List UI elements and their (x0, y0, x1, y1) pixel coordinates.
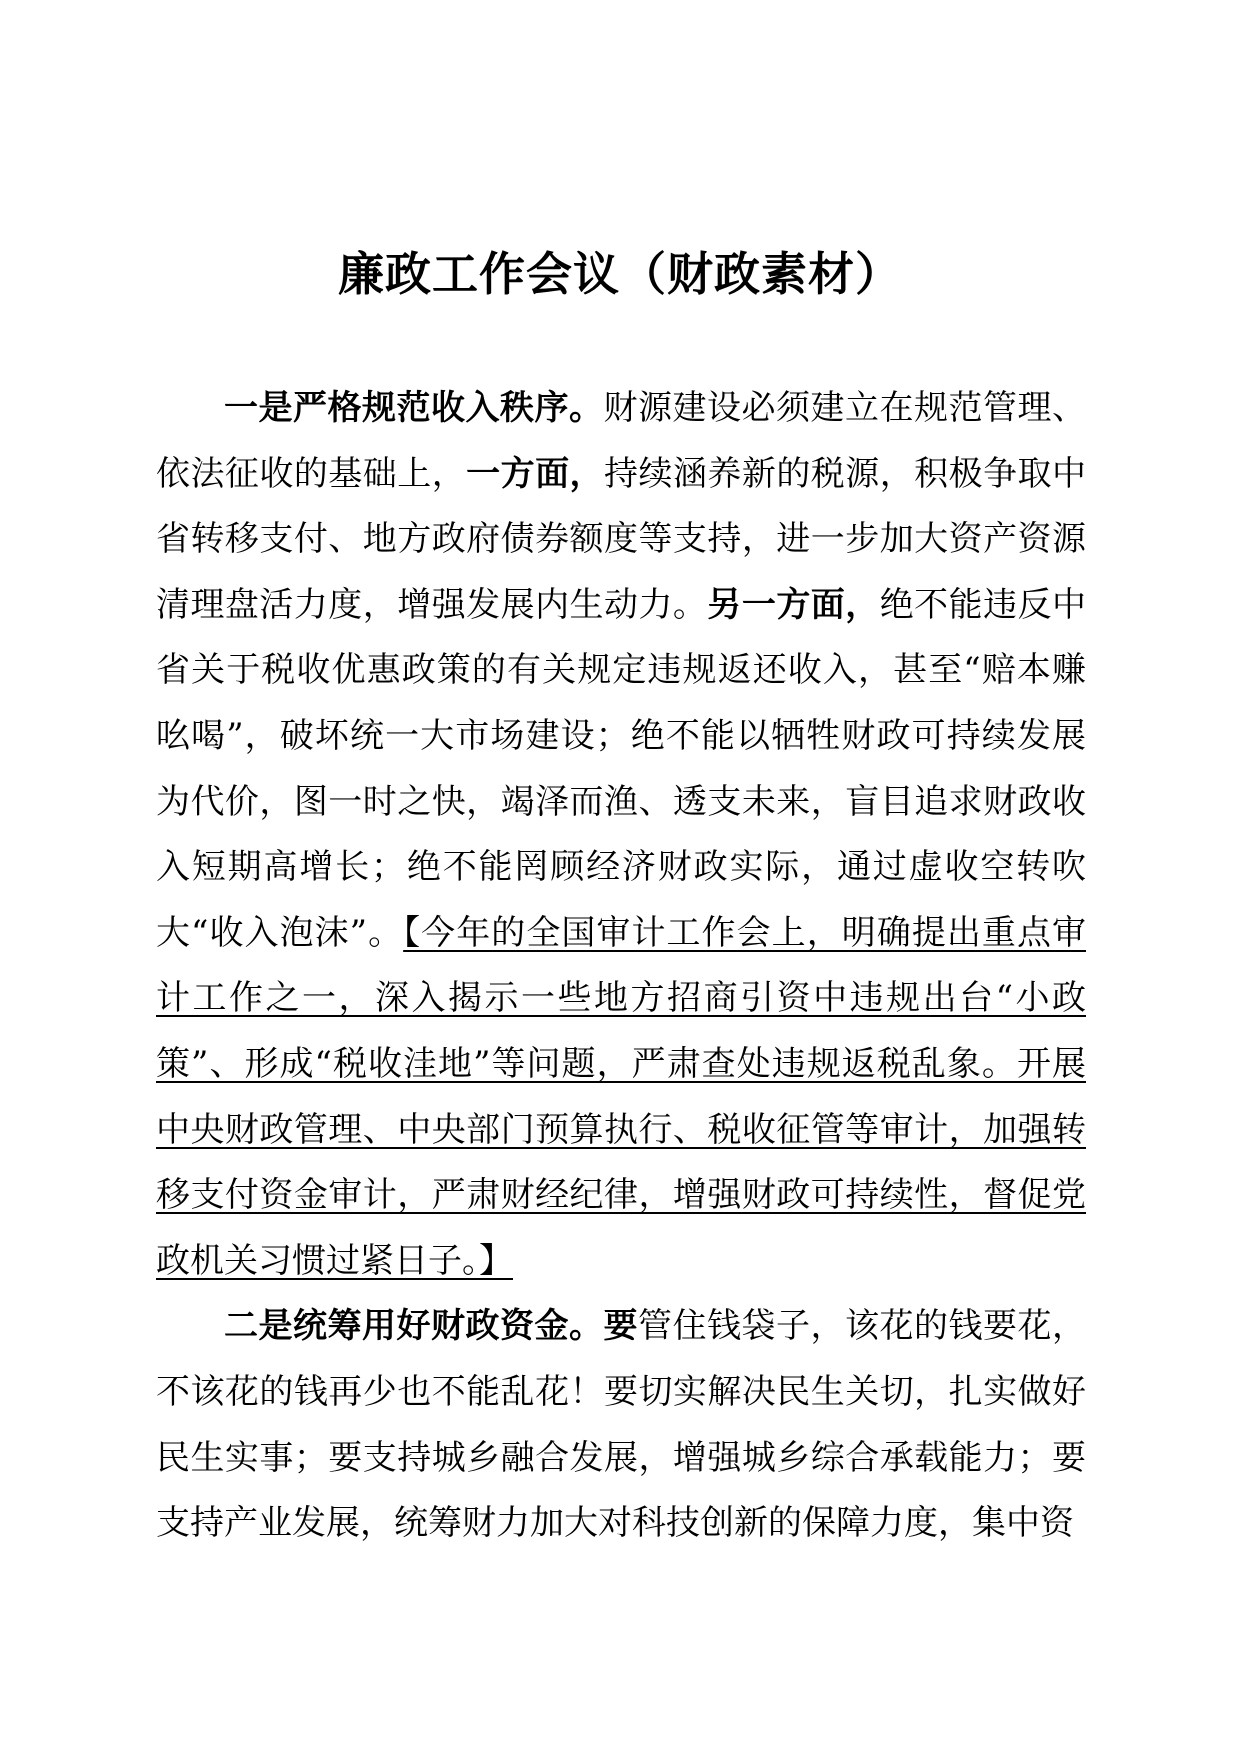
paragraph2-text1: 管住钱袋子，该花的钱要花，不该花的钱再少也不能乱花！要切实解决民生关切，扎实做好民生实事；要支持城乡融合发展，增强城乡综合承载能力；要支持产业发展，统筹财力加大对科技创新的保障力度，集中资 (156, 1306, 1086, 1544)
paragraph1-bold1: 一方面， (466, 453, 605, 494)
document-body (156, 376, 1086, 1557)
paragraph1-text1: 财源建设必须建立在规范管理、依法征收的基础上， (156, 388, 1086, 494)
paragraph2-lead: 二是统筹用好财政资金。 (224, 1306, 604, 1347)
paragraph1-text2: 持续涵养新的税源，积极争取中省转移支付、地方政府债券额度等支持，进一步加大资产资源清理盘活力度，增强发展内生动力。 (156, 453, 1087, 625)
paragraph1-lead: 一是严格规范收入秩序。 (224, 388, 604, 428)
paragraph-revenue-order (156, 376, 1086, 1294)
paragraph1-underlined-note: 【今年的全国审计工作会上，明确提出重点审计工作之一，深入揭示一些地方招商引资中违规出台“小政策”、形成“税收洼地”等问题，严肃查处违规返税乱象。开展中央财政管理、中央部门预算执行、税收征管等审计，加强转移支付资金审计，严肃财经纪律，增强财政可持续性，督促党政机关习惯过紧日子。】 (156, 912, 1087, 1281)
paragraph1-text3: 绝不能违反中省关于税收优惠政策的有关规定违规返还收入，甚至“赔本赚吆喝”，破坏统一大市场建设；绝不能以牺牲财政可持续发展为代价，图一时之快，竭泽而渔、透支未来，盲目追求财政收入短期高增长；绝不能罔顾经济财政实际，通过虚收空转吹大“收入泡沫”。 (156, 584, 1087, 953)
paragraph2-bold1: 要 (603, 1306, 638, 1347)
paragraph1-bold2: 另一方面， (707, 584, 880, 625)
paragraph-fund-usage (156, 1294, 1086, 1556)
document-title: 廉政工作会议（财政素材） (338, 247, 902, 301)
